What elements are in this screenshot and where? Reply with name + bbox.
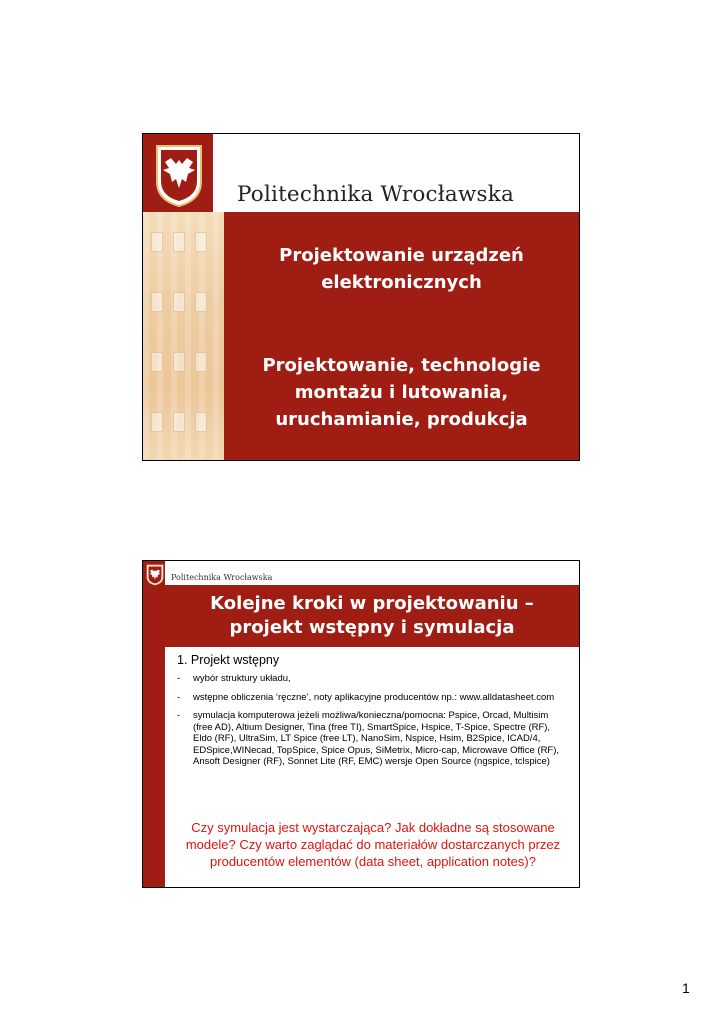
list-item-text: wybór struktury układu,: [193, 673, 291, 684]
list-dash: -: [177, 673, 181, 684]
title-slide: [142, 133, 580, 461]
course-title: [224, 242, 579, 296]
slide-content: [177, 653, 569, 775]
slide-title-line: Kolejne kroki w projektowaniu –: [210, 593, 534, 614]
slide-title-line: projekt wstępny i symulacja: [229, 617, 515, 638]
university-name: Politechnika Wrocławska: [237, 182, 515, 207]
question-text: Czy symulacja jest wystarczająca? Jak dokładne są stosowane modele? Czy warto zaglądać do materiałów dostarczanych przez producentów elementów (data sheet, application notes)?: [185, 820, 561, 869]
list-item: [177, 710, 569, 768]
university-name: Politechnika Wrocławska: [171, 573, 273, 582]
slide-title: [165, 585, 579, 647]
list-dash: -: [177, 710, 181, 721]
page-number: 1: [682, 980, 690, 996]
list-item: [177, 673, 569, 685]
list-item-text: symulacja komputerowa jeżeli możliwa/konieczna/pomocna: Pspice, Orcad, Multisim (free AD), Altium Designer, Tina (free TI), SmartSpice, Hspice, T-Spice, Spectre (RF), Eldo (RF), UltraSim, LT Spice (free LT), NanoSim, Nspice, Hsim, B2Spice, ICAD/4, EDSpice,WINecad, TopSpice, Spice Opus, SiMetrix, Micro-cap, Microwave Office (RF), Ansoft Designer (RF), Sonnet Lite (RF, EMC) wersje Open Source (ngspice, tclspice): [193, 710, 560, 767]
lecture-title-line: Projektowanie, technologie: [262, 355, 541, 376]
lecture-title: [224, 352, 579, 433]
lecture-title-line: uruchamianie, produkcja: [275, 409, 528, 430]
section-heading: 1. Projekt wstępny: [177, 653, 280, 667]
content-slide: [142, 560, 580, 888]
list-dash: -: [177, 691, 181, 703]
course-title-line: elektronicznych: [321, 272, 482, 293]
list-item: [177, 692, 569, 704]
course-title-line: Projektowanie urządzeń: [279, 245, 524, 266]
title-panel: [224, 212, 579, 460]
sidebar-stripe: [143, 561, 165, 887]
lecture-title-line: montażu i lutowania,: [294, 382, 509, 403]
list-item-text: wstępne obliczenia ‘ręczne’, noty aplikacyjne producentów np.: www.alldatasheet.com: [193, 691, 555, 703]
building-photo: [143, 212, 224, 461]
eagle-emblem-icon: [153, 142, 205, 208]
eagle-emblem-icon: [146, 564, 164, 586]
